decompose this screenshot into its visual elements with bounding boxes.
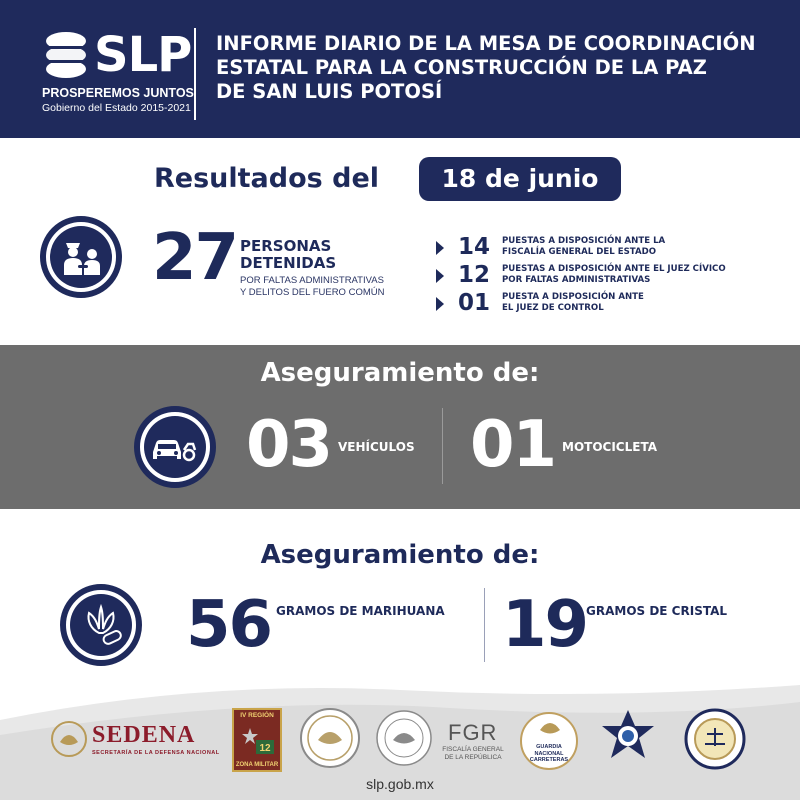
gn-line-2: NACIONAL [534,750,564,757]
region-top-text: IV REGIÓN [240,712,274,719]
marijuana-count: 56 [186,588,272,662]
fgr-subtitle [440,746,506,762]
slp-logo-text: SLP [94,27,192,83]
disposition-count: 14 [458,234,491,260]
logo-tagline: PROSPEREMOS JUNTOS [42,86,194,100]
car-motorcycle-icon [149,430,201,464]
guardia-nacional-text [520,744,578,764]
detained-icon-circle [40,216,122,298]
police-arrest-icon [56,235,106,279]
star-icon [242,724,276,758]
date-badge: 18 de junio [419,157,621,201]
motorcycle-count: 01 [470,408,556,482]
fgr-sub-1: FISCALÍA GENERAL [442,746,504,753]
disposition-text [502,264,762,286]
slp-logo-icon [42,30,90,80]
detained-sub-1: POR FALTAS ADMINISTRATIVAS [240,275,384,286]
mexico-eagle-seal-icon [50,718,88,760]
sedena-logo-text: SEDENA [92,722,196,748]
disposition-text [502,236,762,258]
drugs-divider [484,588,485,662]
disposition-line-1: PUESTAS A DISPOSICIÓN ANTE LA [502,236,666,246]
disposition-line-1: PUESTA A DISPOSICIÓN ANTE [502,292,644,302]
disposition-line-1: PUESTAS A DISPOSICIÓN ANTE EL JUEZ CÍVICO [502,264,726,274]
title-line-1: INFORME DIARIO DE LA MESA DE COORDINACIÓN [216,32,756,55]
crystal-count: 19 [502,588,588,662]
gn-line-1: GUARDIA [536,744,562,750]
header-divider [194,28,196,120]
arrow-right-icon [436,269,444,283]
drugs-title: Aseguramiento de: [260,540,540,570]
vehicles-divider [442,408,443,484]
detained-subtitle [240,275,410,299]
report-title [216,32,786,104]
disposition-text [502,292,762,314]
motorcycle-label: MOTOCICLETA [562,440,657,454]
header-banner [0,0,800,138]
fgr-sub-2: DE LA REPÚBLICA [444,754,502,761]
police-star-badge-icon [598,708,658,770]
website-link[interactable]: slp.gob.mx [366,776,434,792]
detained-count: 27 [152,221,238,295]
fgr-logo-text: FGR [448,720,498,745]
marijuana-label: GRAMOS DE MARIHUANA [276,604,445,618]
vehicles-label: VEHÍCULOS [338,440,415,454]
eagle-icon [538,718,562,740]
region-bottom-text: ZONA MILITAR [235,762,279,768]
vehicle-icon-circle [134,406,216,488]
detained-sub-2: Y DELITOS DEL FUERO COMÚN [240,287,385,298]
disposition-line-2: POR FALTAS ADMINISTRATIVAS [502,275,651,285]
detained-title-1: PERSONAS [240,237,332,255]
disposition-line-2: EL JUEZ DE CONTROL [502,303,604,313]
drugs-icon-circle [60,584,142,666]
detained-title-2: DETENIDAS [240,254,337,272]
arrow-right-icon [436,241,444,255]
disposition-line-2: FISCALÍA GENERAL DEL ESTADO [502,247,657,257]
gn-line-3: CARRETERAS [529,757,569,763]
region-number: 12 [259,743,271,754]
military-zone-badge [232,708,282,772]
vehicles-title: Aseguramiento de: [260,358,540,388]
title-line-2: ESTATAL PARA LA CONSTRUCCIÓN DE LA PAZ [216,56,707,79]
detained-title [240,238,380,272]
title-line-3: DE SAN LUIS POTOSÍ [216,80,443,103]
results-label: Resultados del [154,163,380,194]
logo-subtitle: Gobierno del Estado 2015-2021 [42,102,191,114]
estados-unidos-mexicanos-seal-icon [374,708,434,768]
state-police-seal-icon [684,708,746,770]
vehicles-count: 03 [246,408,332,482]
arrow-right-icon [436,297,444,311]
guardia-nacional-seal-icon [298,706,362,770]
cannabis-pill-icon [77,603,125,647]
crystal-label: GRAMOS DE CRISTAL [586,604,728,618]
sedena-subtitle: SECRETARÍA DE LA DEFENSA NACIONAL [92,750,220,756]
disposition-count: 12 [458,262,491,288]
disposition-count: 01 [458,290,491,316]
